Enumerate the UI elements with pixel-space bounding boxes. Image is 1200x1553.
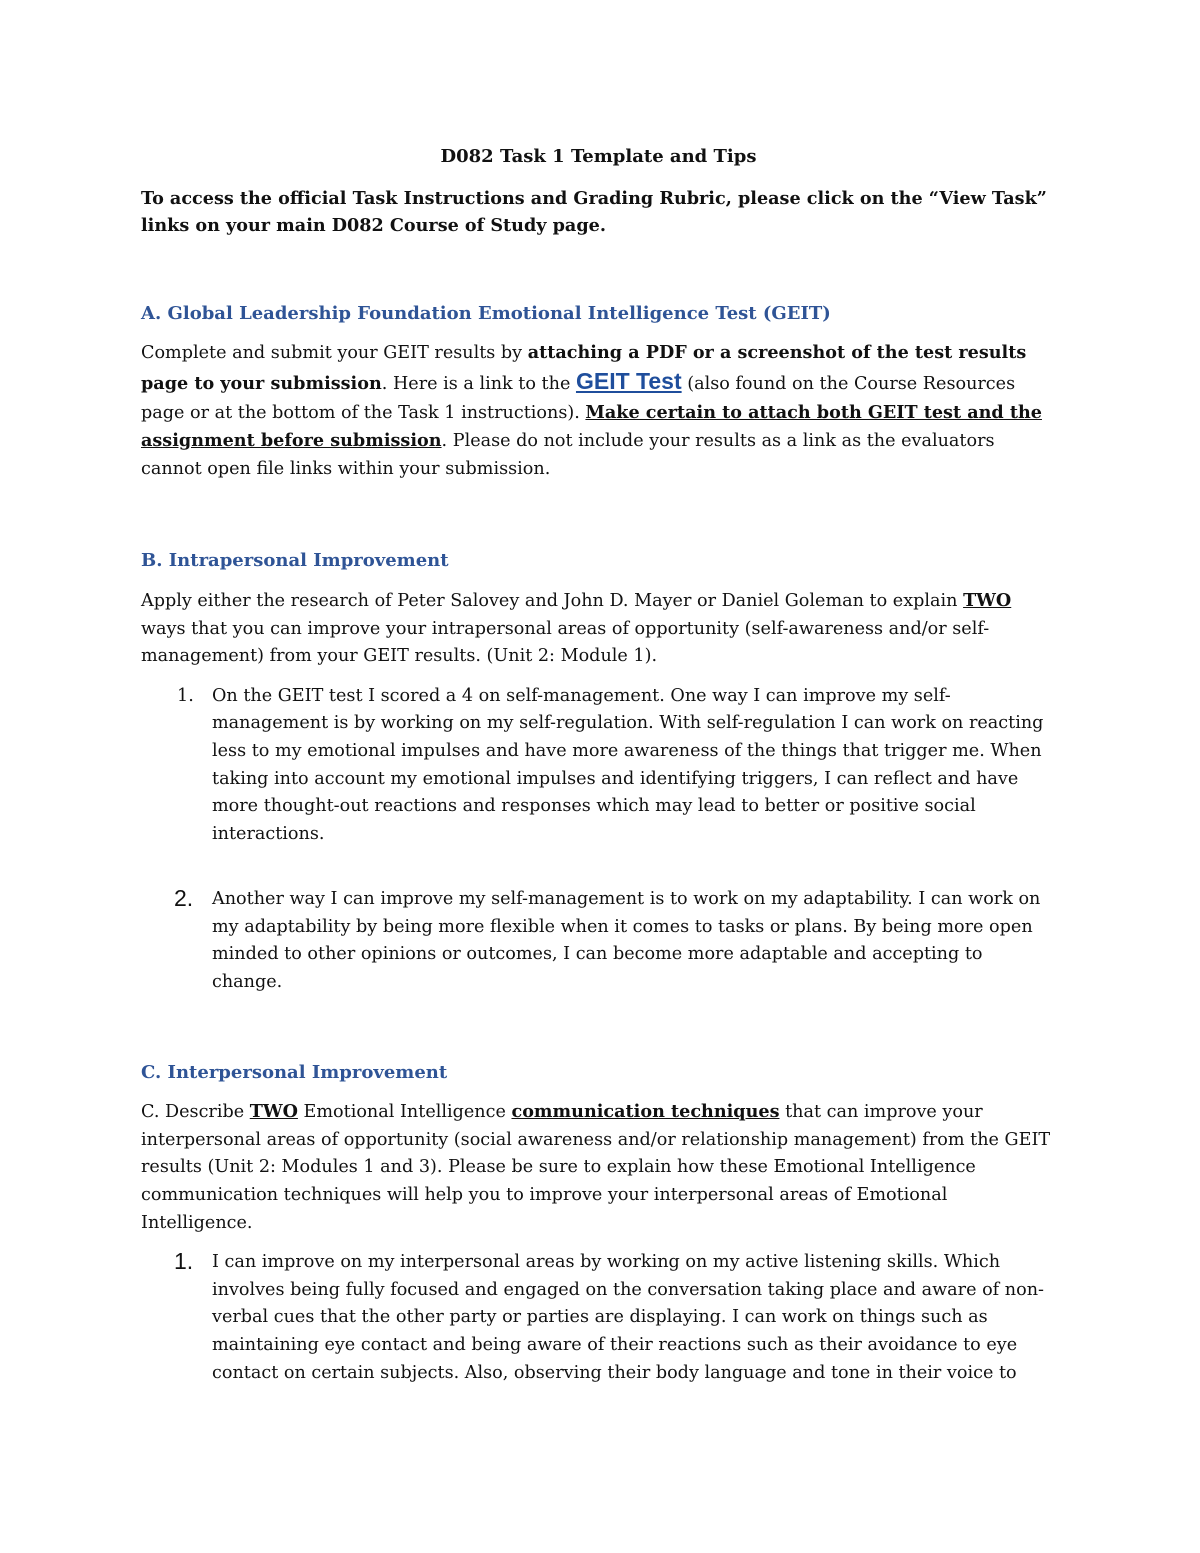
section-c-list: [141, 1249, 1056, 1387]
section-b-heading: B. Intrapersonal Improvement: [141, 550, 449, 572]
section-a-text-bold: attaching a PDF or a screenshot of the test results page to your submission: [141, 342, 1027, 394]
section-c-heading: C. Interpersonal Improvement: [141, 1061, 448, 1083]
page-title: D082 Task 1 Template and Tips: [440, 146, 757, 167]
section-c-paragraph: [141, 1098, 1056, 1237]
section-b-text-1: Apply either the research of Peter Salovey and John D. Mayer or Daniel Goleman to explain: [141, 590, 964, 611]
section-c-two: TWO: [249, 1101, 298, 1123]
section-a-text-3: . Here is a link to the: [381, 373, 576, 394]
list-number: 2.: [174, 885, 194, 912]
intro-text: To access the official Task Instructions and Grading Rubric, please click on the “View Task” links on your main D082 Course of Study page.: [141, 187, 1047, 237]
list-item-text: On the GEIT test I scored a 4 on self-management. One way I can improve my self-management is by working on my self-regulation. With self-regulation I can work on reacting less to my emotional impulses and have more awareness of the things that trigger me. When taking into account my emotional impulses and identifying triggers, I can reflect and have more thought-out reactions and responses which may lead to better or positive social interactions.: [212, 685, 1044, 844]
section-a-text-emphasis: Make certain to attach both GEIT test and the assignment before submission: [141, 401, 1042, 452]
section-b-paragraph: [141, 587, 1056, 671]
section-b-text-3: ways that you can improve your intrapersonal areas of opportunity (self-awareness and/or self-management) from your GEIT results. (Unit 2: Module 1).: [141, 618, 990, 667]
document-content: [141, 143, 1056, 1387]
list-item: [141, 683, 1056, 849]
list-item-text: I can improve on my interpersonal areas by working on my active listening skills. Which involves being fully focused and engaged on the conversation taking place and aware of non-verbal cues that the other party or parties are displaying. I can work on things such as maintaining eye contact and being aware of their reactions such as their avoidance to eye contact on certain subjects. Also, observing their body language and tone in their voice to: [212, 1252, 1044, 1383]
section-c-text-1: C. Describe: [141, 1102, 250, 1123]
section-a-text-6: . Please do not include your results as a link as the evaluators cannot open file links within your submission.: [141, 431, 995, 479]
list-item: [141, 1249, 1056, 1387]
section-a-heading: A. Global Leadership Foundation Emotional Intelligence Test (GEIT): [141, 302, 831, 324]
section-c-text-3: Emotional Intelligence: [297, 1102, 512, 1123]
list-item: [141, 886, 1056, 996]
section-a-text-4: (also found on the Course Resources page or at the bottom of the Task 1 instructions).: [141, 373, 1016, 423]
section-b-two: TWO: [963, 589, 1012, 611]
list-item-text: Another way I can improve my self-management is to work on my adaptability. I can work on my adaptability by being more flexible when it comes to tasks or plans. By being more open minded to other opinions or outcomes, I can become more adaptable and accepting to change.: [212, 889, 1041, 993]
section-c-text-5: that can improve your interpersonal areas of opportunity (social awareness and/or relationship management) from the GEIT results (Unit 2: Modules 1 and 3). Please be sure to explain how these Emotional Intelligence communication techniques will help you to improve your interpersonal areas of Emotional Intelligence.: [141, 1102, 1051, 1233]
section-a-paragraph: [141, 339, 1056, 483]
list-number: 1.: [174, 1248, 194, 1275]
section-a-text-1: Complete and submit your GEIT results by: [141, 343, 528, 364]
section-c-techniques: communication techniques: [511, 1101, 780, 1123]
section-b-list: [141, 683, 1056, 997]
list-number: 1.: [177, 685, 194, 706]
geit-test-link[interactable]: GEIT Test: [575, 367, 682, 394]
